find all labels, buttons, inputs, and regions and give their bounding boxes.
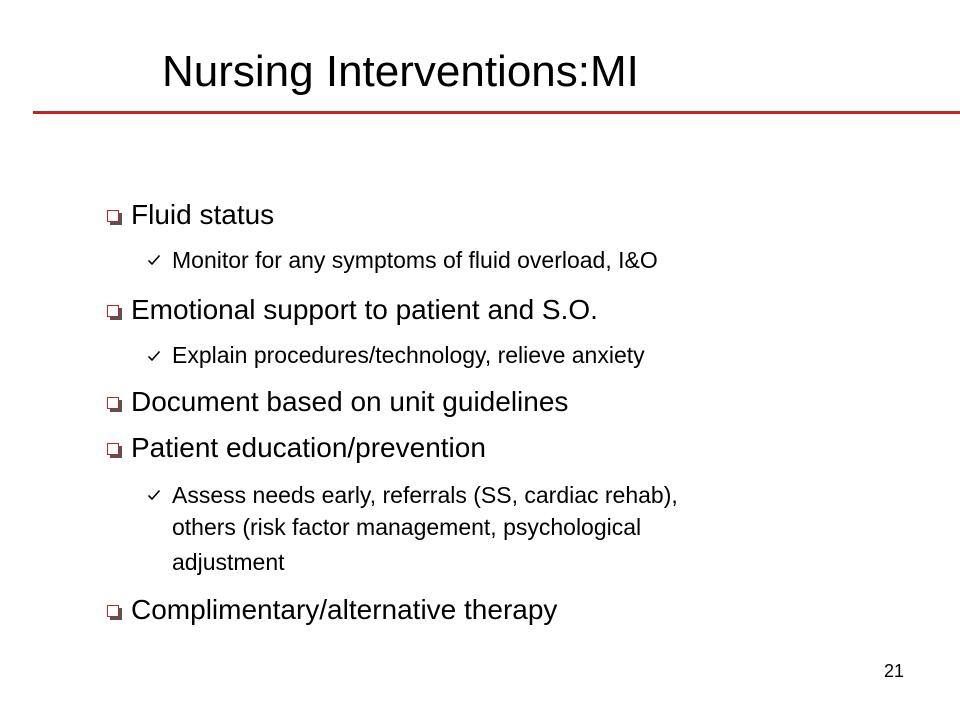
bullet-complimentary-therapy: Complimentary/alternative therapy xyxy=(131,594,558,625)
sub-bullet-assess-needs-line-2: others (risk factor management, psychological xyxy=(172,514,642,540)
sub-bullet-assess-needs-line-1: Assess needs early, referrals (SS, cardiac rehab), xyxy=(172,482,678,508)
square-bullet-icon xyxy=(107,605,119,617)
square-bullet-icon xyxy=(107,305,119,317)
bullet-fluid-status: Fluid status xyxy=(131,199,275,230)
square-bullet-icon xyxy=(107,210,119,222)
checkmark-icon xyxy=(147,253,161,267)
bullet-patient-education: Patient education/prevention xyxy=(131,432,486,463)
page-number: 21 xyxy=(884,661,905,681)
slide-title: Nursing Interventions:MI xyxy=(162,47,639,96)
square-bullet-icon xyxy=(107,443,119,455)
square-bullet-icon xyxy=(107,397,119,409)
bullet-emotional-support: Emotional support to patient and S.O. xyxy=(131,294,598,325)
checkmark-icon xyxy=(147,488,161,502)
sub-bullet-assess-needs-line-3: adjustment xyxy=(172,549,285,575)
checkmark-icon xyxy=(147,349,161,363)
sub-bullet-fluid-overload: Monitor for any symptoms of fluid overload, I&O xyxy=(172,247,658,273)
bullet-document: Document based on unit guidelines xyxy=(131,386,569,417)
sub-bullet-explain-procedures: Explain procedures/technology, relieve anxiety xyxy=(172,342,645,368)
